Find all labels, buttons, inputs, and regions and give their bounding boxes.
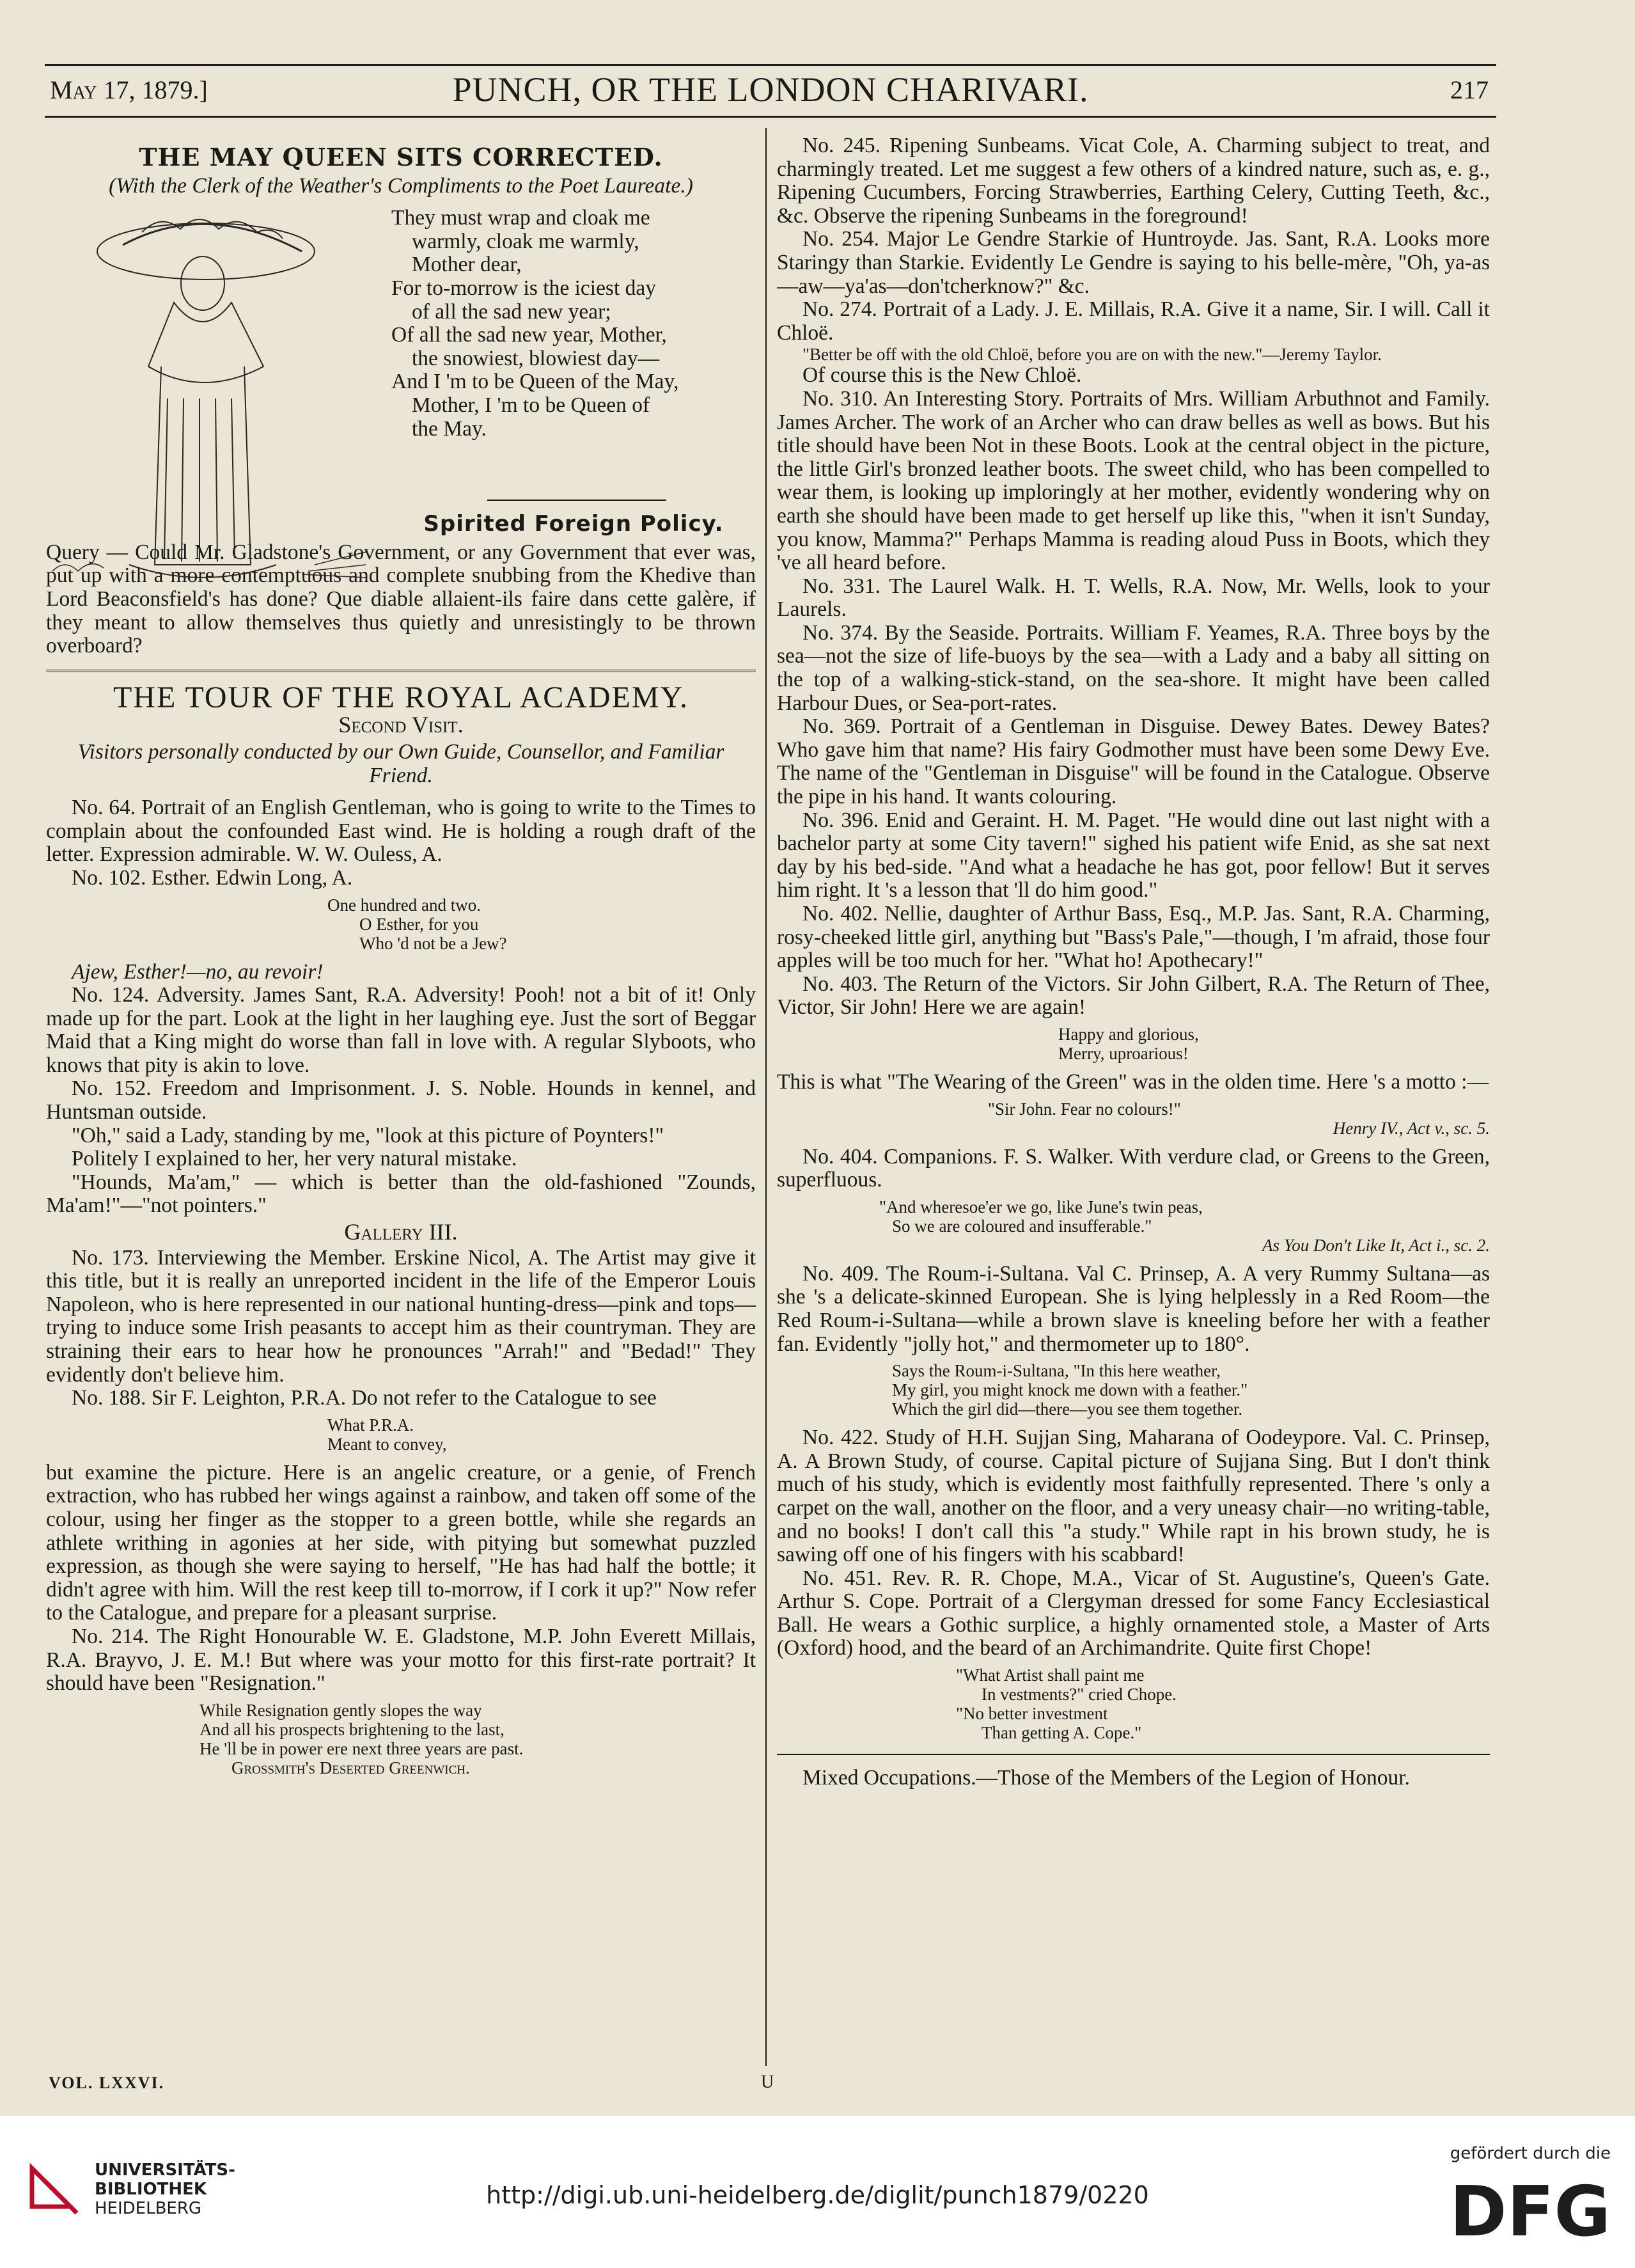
verse-line: And all his prospects brightening to the last, [199,1719,505,1739]
poem-line: warmly, cloak me warmly, [412,229,639,253]
poem-line: the May. [412,416,487,441]
signature-mark: U [761,2072,774,2092]
permalink-url[interactable]: http://digi.ub.uni-heidelberg.de/diglit/punch1879/0220 [486,2181,1149,2209]
academy-paragraph: No. 403. The Return of the Victors. Sir John Gilbert, R.A. The Return of Thee, Victor, Sir John! Here we are again! [777,972,1490,1020]
academy-visit: Second Visit. [338,712,464,738]
academy-paragraph: No. 396. Enid and Geraint. H. M. Paget. "He would dine out last night with a bachelor party at some City tavern!" sighed his patient wife Enid, as she sat next day by his bed-side. "And what a headache he has got, poor fellow! But it serves him right. It 's a lesson that 'll do him good." [777,808,1490,902]
academy-paragraph: "Hounds, Ma'am," — which is better than the old-fashioned "Zounds, Ma'am!"—"not pointers." [46,1170,756,1218]
poem-line: Mother dear, [412,253,522,277]
dfg-logo-icon[interactable] [1447,2175,1613,2245]
verse-line: "No better investment [956,1704,1108,1724]
library-name-line: HEIDELBERG [95,2199,202,2218]
verse-source: As You Don't Like It, Act i., sc. 2. [1262,1235,1490,1255]
verse-line: He 'll be in power ere next three years are past. [199,1738,524,1758]
publication-title: PUNCH, OR THE LONDON CHARIVARI. [452,70,1089,109]
academy-paragraph: No. 245. Ripening Sunbeams. Vicat Cole, A. Charming subject to treat, and charmingly treated. Let me suggest a few others of a kindred nature, such as, e. g., Ripening Cucumbers, Forcing Strawberries, Earthing Celery, Cutting Teeth, &c., &c. Observe the ripening Sunbeams in the foreground! [777,134,1490,228]
section-rule [46,670,756,672]
column-divider [765,128,767,2066]
academy-paragraph: No. 254. Major Le Gendre Starkie of Huntroyde. Jas. Sant, R.A. Looks more Staringy than Starkie. Evidently Le Gendre is saying to his belle-mère, "Oh, ya-as—aw—ya'as—don'tcherknow?" &c. [777,227,1490,298]
verse-line: Happy and glorious, [1058,1024,1199,1044]
may-queen-illustration [46,207,391,590]
page-number: 217 [1450,75,1489,104]
academy-paragraph: This is what "The Wearing of the Green" was in the olden time. Here 's a motto :— [777,1069,1489,1094]
academy-paragraph: No. 173. Interviewing the Member. Erskine Nicol, A. The Artist may give it this title, but it is really an unreported incident in the life of the Emperor Louis Napoleon, who is here represented in our national hunting-dress—pink and tops—trying to induce some Irish peasants to accept him as their countryman. They are straining their ears to hear how he pronounces "Arrah!" and "Bedad!" They evidently don't believe him. [46,1245,756,1387]
verse-line: My girl, you might knock me down with a feather." [892,1380,1248,1400]
may-queen-subtitle: (With the Clerk of the Weather's Compliments to the Poet Laureate.) [109,173,693,198]
foreign-policy-title: Spirited Foreign Policy. [423,511,724,537]
academy-paragraph: Politely I explained to her, her very natural mistake. [72,1147,517,1171]
poem-line: the snowiest, blowiest day— [412,346,660,370]
poem-line: Mother, I 'm to be Queen of [412,393,650,417]
verse-source: Grossmith's Deserted Greenwich. [231,1758,470,1777]
library-name-line: UNIVERSITÄTS- [95,2161,235,2180]
poem-line: And I 'm to be Queen of the May, [391,370,679,394]
foreign-policy-text: Query — Could Mr. Gladstone's Government, or any Government that ever was, put up with a more contemptuous and complete snubbing from the Khedive than Lord Beaconsfield's has done? Que diable allaient-ils faire dans cette galère, if they meant to allow themselves thus quietly and unresistingly to be thrown overboard? [46,540,756,658]
verse-line: O Esther, for you [359,914,479,934]
academy-paragraph: No. 404. Companions. F. S. Walker. With verdure clad, or Greens to the Green, superfluous. [777,1144,1490,1192]
poem-line: They must wrap and cloak me [391,206,650,230]
academy-paragraph: No. 374. By the Seaside. Portraits. William F. Yeames, R.A. Three boys by the sea—not the size of life-buoys by the sea—with a Lady and a baby all sitting on the top of a walking-stick-stand, on the sea-shore. It might have been called Harbour Dues, or Sea-port-rates. [777,620,1490,715]
academy-intro: Visitors personally conducted by our Own Guide, Counsellor, and Familiar Friend. [77,739,724,787]
section-rule [487,500,666,501]
academy-paragraph: No. 124. Adversity. James Sant, R.A. Adversity! Pooh! not a bit of it! Only made up for the part. Look at the light in her laughing eye. Just the sort of Beggar Maid that a King might do worse than fall in love with. A regular Slyboots, who knows that pity is akin to love. [46,983,756,1077]
academy-paragraph: No. 64. Portrait of an English Gentleman, who is going to write to the Times to complain about the confounded East wind. He is holding a rough draft of the letter. Expression admirable. W. W. Ouless, A. [46,796,756,867]
academy-paragraph: No. 409. The Roum-i-Sultana. Val C. Prinsep, A. A very Rummy Sultana—as she 's a delicate-skinned European. She is lying helplessly in a Red Room—the Red Roum-i-Sultana—while a brown slave is kneeling before her with a feather fan. Evidently "jolly hot," and thermometer up to 180°. [777,1261,1490,1356]
academy-paragraph: Ajew, Esther!—no, au revoir! [72,959,324,984]
left-column [46,134,756,1785]
dfg-logo-text: DFG [1449,2175,1611,2245]
verse-line: Than getting A. Cope." [982,1723,1142,1743]
verse-line: "What Artist shall paint me [956,1666,1145,1685]
may-queen-verse [391,207,756,441]
verse [777,1666,1490,1742]
verse-source: Henry IV., Act v., sc. 5. [1333,1118,1490,1138]
funder-label: gefördert durch die [1450,2144,1611,2163]
masthead [45,64,1496,118]
verse-line: "Sir John. Fear no colours!" [988,1099,1181,1119]
verse [777,1025,1490,1063]
academy-paragraph: No. 422. Study of H.H. Sujjan Sing, Maharana of Oodeypore. Val. C. Prinsep, A. A Brown Study, of course. Capital picture of Sujjana Sing. But I don't think much of his study, which is evidently most faithfully represented. There 's only a carpet on the wall, another on the floor, and a very uneasy chair—no writing-table, and no books! I don't call this "a study." While rapt in his brown study, he is sawing off one of his fingers with his scabbard! [777,1426,1490,1567]
academy-paragraph: No. 369. Portrait of a Gentleman in Disguise. Dewey Bates. Dewey Bates? Who gave him that name? His fairy Godmother must have been some Dewy Eve. The name of the "Gentleman in Disguise" will be found in the Catalogue. Observe the pipe in his hand. It wants colouring. [777,714,1490,809]
poem-line: Of all the sad new year, Mother, [391,323,667,347]
right-column [777,134,1490,1790]
poem-line: For to-morrow is the iciest day [391,276,657,300]
verse [0,1701,756,1777]
may-queen-title: THE MAY QUEEN SITS CORRECTED. [139,143,663,171]
verse [46,895,756,953]
academy-paragraph: No. 188. Sir F. Leighton, P.R.A. Do not refer to the Catalogue to see [72,1386,657,1410]
verse-line: What P.R.A. [327,1415,414,1435]
issue-date: May 17, 1879.] [50,75,208,104]
section-rule [777,1754,1490,1755]
academy-title: THE TOUR OF THE ROYAL ACADEMY. [113,680,689,714]
academy-paragraph: No. 402. Nellie, daughter of Arthur Bass, Esq., M.P. Jas. Sant, R.A. Charming, rosy-cheeked little girl, anything but "Bass's Pale,"—though, I 'm afraid, those four apples will be too much for her. "What ho! Apothecary!" [777,902,1490,973]
verse-line: Says the Roum-i-Sultana, "In this here weather, [892,1361,1221,1381]
poem-line: of all the sad new year; [412,299,611,324]
academy-paragraph: Of course this is the New Chloë. [802,363,1082,388]
academy-paragraph: No. 331. The Laurel Walk. H. T. Wells, R.A. Now, Mr. Wells, look to your Laurels. [777,574,1490,622]
library-name-line: BIBLIOTHEK [95,2180,207,2199]
volume-label: VOL. LXXVI. [49,2074,165,2092]
verse [777,1099,1490,1138]
verse-line: While Resignation gently slopes the way [199,1700,482,1720]
verse [46,1415,756,1454]
may-queen-poem [46,207,756,488]
verse-line: Which the girl did—there—you see them together. [892,1399,1243,1419]
academy-paragraph: No. 310. An Interesting Story. Portraits of Mrs. William Arbuthnot and Family. James Archer. The work of an Archer who can draw belles as well as bows. But his title should have been Not in these Boots. Look at the central object in the picture, the little Girl's bronzed leather boots. The sweet child, who has been compelled to wear them, is looking up imploringly at her mother, evidently wondering why on earth she should have been made to get herself up like this, "when it isn't Sunday, you know, Mamma?" Perhaps Mamma is reading aloud Puss in Boots, which they 've all heard before. [777,386,1490,575]
gallery-heading: Gallery III. [344,1219,458,1245]
closing-paragraph: Mixed Occupations.—Those of the Members of the Legion of Honour. [802,1766,1410,1790]
academy-paragraph: but examine the picture. Here is an angelic creature, or a genie, of French extraction, who has rubbed her wings against a rainbow, and taken off some of the colour, using her finger as the stopper to a green bottle, while she regards an athlete writhing in agonies at her side, with pitying but somewhat puzzled expression, as though she were saying to herself, "He has had half the bottle; it didn't agree with him. Will the rest keep till to-morrow, if I cork it up?" Now refer to the Catalogue, and prepare for a pleasant surprise. [46,1460,756,1625]
verse-line: Who 'd not be a Jew? [359,933,507,953]
verse-line: One hundred and two. [327,895,481,915]
verse [777,1361,1490,1419]
verse-line: Meant to convey, [327,1434,447,1454]
verse-line: So we are coloured and insufferable." [892,1216,1152,1236]
verse-line: In vestments?" cried Chope. [982,1685,1177,1705]
verse-line: "And wheresoe'er we go, like June's twin peas, [879,1197,1203,1217]
academy-paragraph: No. 214. The Right Honourable W. E. Gladstone, M.P. John Everett Millais, R.A. Brayvo, J. E. M.! But where was your motto for this first-rate portrait? It should have been "Resignation." [46,1624,756,1696]
verse [777,1197,1490,1255]
academy-paragraph: No. 451. Rev. R. R. Chope, M.A., Vicar of St. Augustine's, Queen's Gate. Arthur S. Cope. Portrait of a Clergyman dressed for some Fancy Ecclesiastical Ball. He wears a Gothic surplice, a highly ornamented stole, a Master of Arts (Oxford) hood, and the beard of an Archimandrite. Quite first Chope! [777,1566,1490,1660]
academy-paragraph: "Oh," said a Lady, standing by me, "look at this picture of Poynters!" [72,1123,664,1147]
academy-paragraph: No. 274. Portrait of a Lady. J. E. Millais, R.A. Give it a name, Sir. I will. Call it Chloë. [777,297,1490,345]
academy-paragraph: No. 102. Esther. Edwin Long, A. [72,865,353,890]
academy-paragraph: No. 152. Freedom and Imprisonment. J. S. Noble. Hounds in kennel, and Huntsman outside. [46,1076,756,1124]
quotation: "Better be off with the old Chloë, before you are on with the new."—Jeremy Taylor. [802,345,1382,365]
verse-line: Merry, uproarious! [1058,1043,1189,1063]
